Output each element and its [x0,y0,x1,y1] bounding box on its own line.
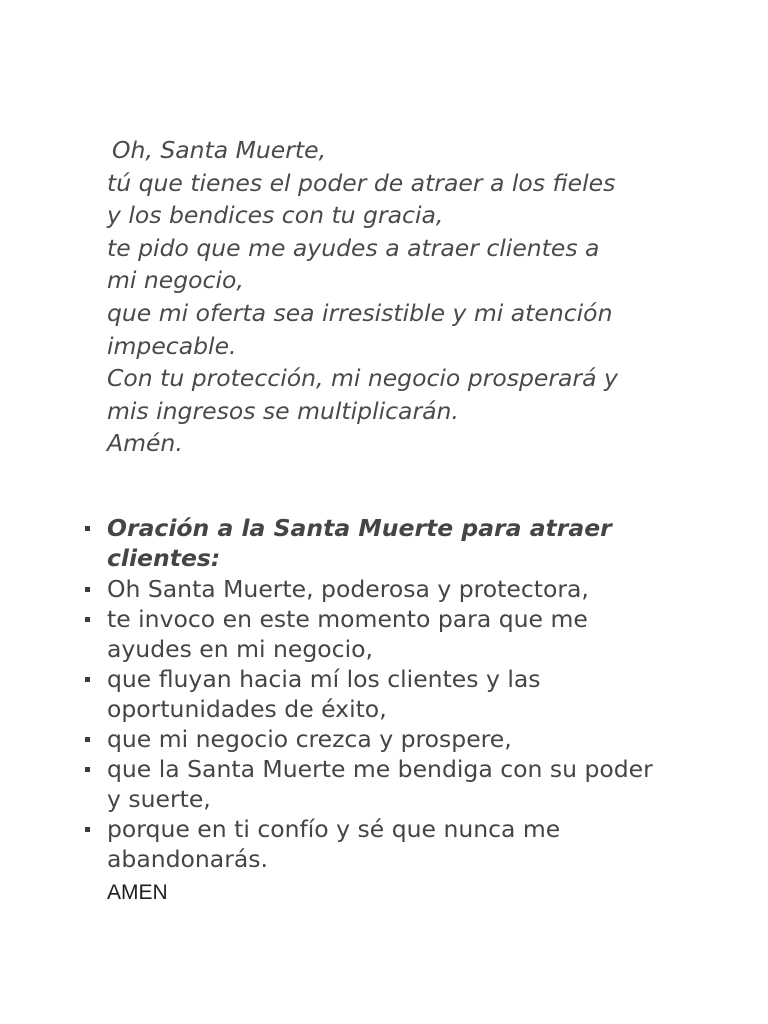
list-item-text: porque en ti confío y sé que nunca me abandonarás. [107,815,561,873]
prayer-list [0,513,768,874]
bullet-icon [85,587,90,592]
list-item-text: te invoco en este momento para que me ayudes en mi negocio, [107,605,588,663]
bullet-icon [85,526,90,531]
bullet-icon [85,677,90,682]
list-item [107,574,667,604]
list-item [107,604,667,664]
bullet-icon [85,737,90,742]
list-item-text: que fluyan hacia mí los clientes y las oportunidades de éxito, [107,665,541,723]
poem-line: te pido que me ayudes a atraer clientes a [107,233,600,262]
poem-line: tú que tienes el poder de atraer a los fieles [107,168,616,197]
closing-amen: AMEN [107,881,168,904]
poem-line: mi negocio, [107,266,244,295]
list-item [107,664,667,724]
poem-line: y los bendices con tu gracia, [107,201,444,230]
bullet-icon [85,767,90,772]
list-item-text: que la Santa Muerte me bendiga con su poder y suerte, [107,755,653,813]
bullet-icon [85,617,90,622]
poem-line: Con tu protección, mi negocio prosperará y [107,364,618,393]
prayer-heading-text: Oración a la Santa Muerte para atraer clientes: [107,514,612,572]
list-item [107,814,667,874]
poem-line: impecable. [107,331,237,360]
poem-line: Oh, Santa Muerte, [112,136,327,164]
list-item [107,754,667,814]
poem-line: Amén. [107,429,183,458]
prayer-heading [107,513,667,573]
list-item-text: que mi negocio crezca y prospere, [107,725,512,753]
bullet-icon [85,827,90,832]
list-item-text: Oh Santa Muerte, poderosa y protectora, [107,575,589,603]
poem-line: mis ingresos se multiplicarán. [107,396,459,425]
poem-block [107,134,667,460]
list-item [107,724,667,754]
poem-line: que mi oferta sea irresistible y mi atención [107,298,613,327]
